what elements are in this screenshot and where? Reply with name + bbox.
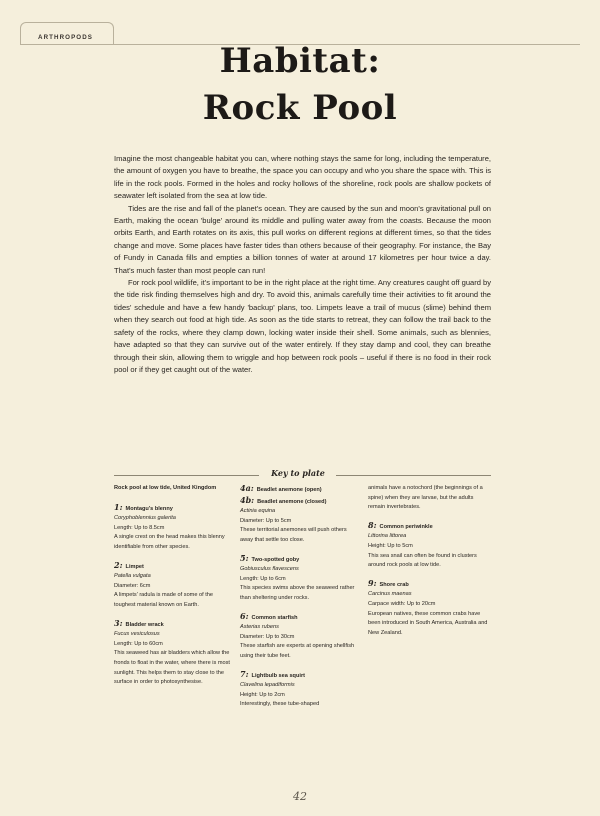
item-desc: A single crest on the head makes this blenny identifiable from other species.: [114, 534, 225, 550]
item-name: Montagu's blenny: [125, 505, 173, 512]
item-name: Two-spotted goby: [251, 556, 300, 563]
item-latin: Fucus vesiculosus: [114, 631, 160, 638]
item-desc: This species swims above the seaweed rather than sheltering under rocks.: [240, 585, 355, 601]
item-latin: Littorina littorea: [368, 533, 407, 540]
item-latin: Asterias rubens: [240, 624, 279, 631]
item-desc: animals have a notochord (the beginnings of a spine) when they are larvae, but the adults remain invertebrates.: [368, 485, 483, 511]
key-item: [114, 561, 232, 611]
body-paragraph: Imagine the most changeable habitat you can, where nothing stays the same for long, including the temperature, the amount of oxygen you have to breathe, the space you can occupy and who you share the space with. This is life in the rock pools. Formed in the holes and rocky hollows of the shoreline, rock pools are shallow pockets of seawater left isolated from the sea at low tide.: [114, 154, 491, 201]
key-item: [240, 612, 360, 662]
item-name: Common starfish: [251, 614, 298, 621]
item-desc: These territorial anemones will push others away that settle too close.: [240, 527, 347, 543]
item-name: Bladder wrack: [125, 621, 164, 628]
item-desc: These starfish are experts at opening shellfish using their tube feet.: [240, 643, 355, 659]
item-measure: Length: Up to 8.5cm: [114, 524, 165, 531]
item-desc: A limpets' radula is made of some of the toughest material known on Earth.: [114, 592, 214, 608]
item-number: 4b:: [240, 494, 255, 505]
item-measure: Carpace width: Up to 20cm: [368, 600, 436, 607]
item-number: 2:: [114, 559, 123, 570]
body-paragraph: For rock pool wildlife, it's important to be in the right place at the right time. Any creatures caught off guard by the tide risk finding themselves high and dry. To avoid this, animals carefully time their activities to fit around the tides' schedule and have a few handy 'backup' plans, too. Limpets leave a trail of mucus (slime) behind them when they search out food at high tide. As soon as the tide starts to retreat, they can follow the trail back to the safety of the rocks, where they clamp down, locking water inside their shell. Some animals, such as blennies, have adapted so that they can survive out of the water entirely. If they stay damp and cool, they can breathe through their skin, allowing them to wriggle and hop between rock pools – useful if there is no food in their rock pool or if they get caught out of the water.: [114, 278, 491, 374]
item-latin: Coryphoblennius galerita: [114, 515, 176, 522]
item-name: Shore crab: [379, 581, 409, 588]
item-name: Beadlet anemone (open): [256, 487, 322, 493]
item-number: 6:: [240, 610, 249, 621]
key-title: Key to plate: [271, 468, 325, 478]
key-column-2: [240, 484, 360, 718]
page-title-line-1: Habitat:: [219, 41, 381, 81]
item-number: 8:: [368, 519, 377, 530]
item-measure: Diameter: Up to 30cm: [240, 633, 295, 640]
key-item: [240, 484, 360, 546]
item-number: 5:: [240, 552, 249, 563]
item-name: Beadlet anemone (closed): [257, 498, 327, 505]
item-latin: Carcinus maenas: [368, 591, 412, 598]
key-item-continuation: [368, 484, 491, 513]
key-column-1: [114, 484, 232, 696]
item-desc: This sea snail can often be found in clusters around rock pools at low tide.: [368, 552, 477, 569]
key-rule-right: [336, 475, 491, 476]
key-rule-left: [114, 475, 259, 476]
item-name: Common periwinkle: [379, 523, 433, 530]
item-measure: Diameter: Up to 5cm: [240, 517, 292, 524]
item-number: 9:: [368, 577, 377, 588]
section-label: ARTHROPODS: [38, 34, 94, 41]
key-item: [240, 554, 360, 604]
item-measure: Diameter: 6cm: [114, 582, 151, 589]
page-number: 42: [293, 790, 307, 803]
item-desc: European natives, these common crabs have been introduced in South America, Australia and New Zealand.: [368, 610, 488, 636]
item-desc: This seaweed has air bladders which allow the fronds to float in the water, where there is most sunlight. This helps them to stay close to the surface in order to photosynthesise.: [114, 650, 230, 686]
item-latin: Actinia equina: [240, 508, 276, 515]
item-number: 1:: [114, 501, 123, 512]
page-title-line-2: Rock Pool: [202, 88, 398, 128]
item-measure: Height: Up to 2cm: [240, 691, 285, 698]
item-latin: Clavelina lepadiformis: [240, 682, 295, 689]
item-measure: Length: Up to 60cm: [114, 640, 163, 647]
key-item: [240, 670, 360, 710]
item-measure: Length: Up to 6cm: [240, 575, 286, 582]
key-heading: Rock pool at low tide, United Kingdom: [114, 485, 217, 491]
item-number: 4a:: [240, 483, 254, 493]
item-latin: Patella vulgata: [114, 573, 151, 580]
body-text: [114, 153, 491, 376]
key-item: [368, 579, 491, 639]
body-paragraph: Tides are the rise and fall of the planet's ocean. They are caused by the sun and moon's gravitational pull on Earth, making the ocean 'bulge' around its middle and pulling water away from the coasts. Because the moon orbits Earth, and Earth rotates on its axis, this pull works on different regions at different times, so that the tides change and move. Some places have faster tides than others because of their geography. For instance, the Bay of Fundy in Canada fills and empties a billion tonnes of water at around 17 kilometres per hour twice a day. That's much faster than most people can run!: [114, 203, 491, 275]
key-item: [368, 521, 491, 571]
item-name: Limpet: [125, 563, 144, 570]
item-number: 7:: [240, 668, 249, 679]
key-column-3: [368, 484, 491, 646]
item-desc: Interestingly, these tube-shaped: [240, 701, 320, 708]
item-latin: Gobiusculus flavescens: [240, 566, 299, 573]
key-item: [114, 503, 232, 553]
key-item: [114, 619, 232, 688]
item-number: 3:: [114, 617, 123, 628]
item-name: Lightbulb sea squirt: [251, 672, 305, 679]
item-measure: Height: Up to 5cm: [368, 542, 413, 549]
